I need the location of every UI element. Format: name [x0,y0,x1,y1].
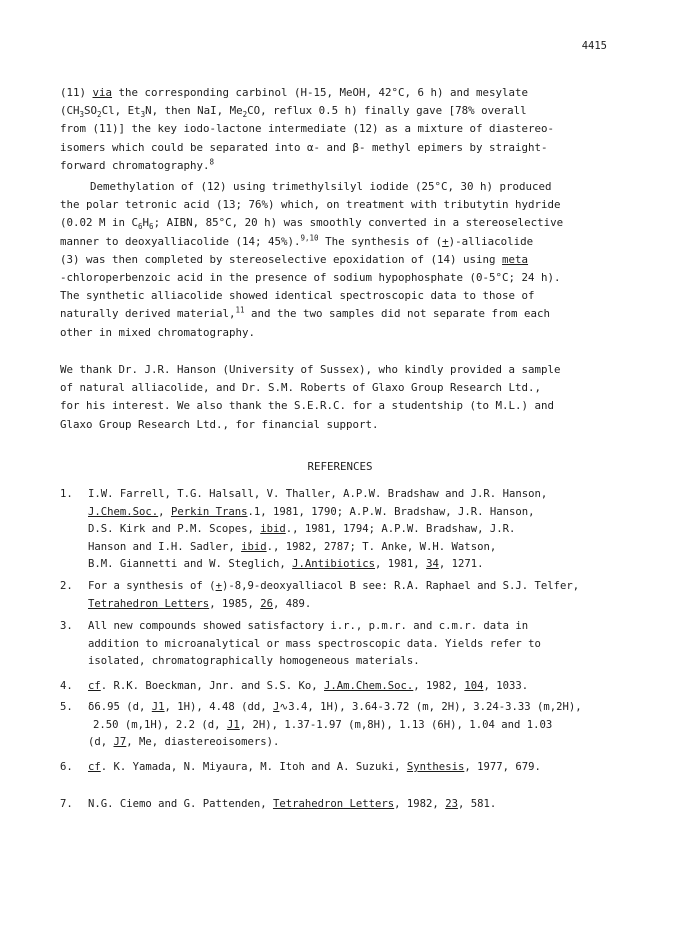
text-run: CO, reflux 0.5 h) finally gave [78% overall [247,104,527,118]
plus-minus-symbol: + [215,580,222,592]
text-run: , 2H), 1.37-1.97 (m,8H), 1.13 (6H), 1.04 and 1.03 [239,718,553,731]
text-line [88,759,541,777]
text-line: All new compounds showed satisfactory i.r., p.m.r. and c.m.r. data in [88,620,529,632]
text-line [60,233,620,251]
text-line: Glaxo Group Research Ltd., for financial support. [60,417,379,431]
italic-term: meta [502,252,529,266]
text-line [60,102,620,120]
text-line [60,305,620,323]
text-run: B.M. Giannetti and W. Steglich, [88,558,293,571]
text-run: N.G. Ciemo and G. Pattenden, [88,798,273,810]
paragraph-demethylation [60,178,620,342]
subscript: 6 [149,222,154,232]
volume-number: 34 [426,558,439,571]
text-line: isomers which could be separated into α- and β- methyl epimers by straight- [60,140,548,154]
journal-name: Synthesis [406,761,465,773]
text-line: addition to microanalytical or mass spectroscopic data. Yields refer to [88,637,541,650]
text-run: , [158,505,171,518]
text-line: the polar tetronic acid (13; 76%) which, on treatment with tributytin hydride [60,198,561,212]
text-run: The synthesis of ( [318,234,443,248]
references-heading: REFERENCES [307,460,373,473]
text-line [88,699,582,717]
journal-name: Perkin Trans [170,505,248,518]
text-run: , 1982, [413,680,465,692]
reference-body [88,578,579,613]
paragraph-acknowledgements [60,361,620,434]
text-line [88,504,547,522]
text-run: N, then NaI, Me [145,104,243,118]
journal-name: Tetrahedron Letters [272,798,395,810]
reference-body [88,699,582,752]
text-run: H [142,216,150,230]
reference-number: 3. [60,620,73,632]
citation-superscript: 8 [209,157,215,167]
subscript: 2 [97,110,102,120]
subscript: 2 [242,110,248,120]
reference-number: 6. [60,761,73,773]
text-line [88,578,579,596]
text-line [88,521,547,539]
paragraph-synthesis-intro [60,84,620,175]
text-run: ; AIBN, 85°C, 20 h) was smoothly converted in a stereoselective [153,216,564,230]
text-run: , 489. [272,597,312,610]
subscript: 3 [79,110,85,120]
text-run: , 581. [457,798,497,810]
text-run: Cl, Et [101,104,141,118]
reference-number: 5. [60,701,73,713]
citation-superscript: 11 [235,305,245,315]
journal-name: J.Chem.Soc. [88,505,159,518]
text-line: Demethylation of (12) using trimethylsilyl iodide (25°C, 30 h) produced [90,180,552,193]
text-run: (11) [60,86,93,99]
subscript: 3 [140,110,146,120]
text-line: other in mixed chromatography. [60,325,256,339]
reference-body [88,486,547,574]
text-line [88,678,528,696]
text-line: -chloroperbenzoic acid in the presence of sodium hypophosphate (0-5°C; 24 h). [60,271,561,285]
text-run: and the two samples did not separate from each [244,307,551,321]
text-line [60,251,620,269]
text-run: δ6.95 (d, [88,701,152,713]
coupling-constant: J7 [113,736,127,749]
text-run: 2.50 (m,1H), 2.2 (d, [93,718,227,731]
text-line [88,596,579,614]
volume-number: 23 [445,798,458,810]
text-run: . K. Yamada, N. Miyaura, M. Itoh and A. Suzuki, [100,761,407,773]
text-run: SO [84,104,98,118]
text-line: The synthetic alliacolide showed identical spectroscopic data to those of [60,289,535,303]
text-run: , 1982, [394,798,446,810]
text-line [88,539,547,557]
text-run: (3) was then completed by stereoselective epoxidation of (14) using [60,252,503,266]
text-run: (CH [60,104,80,118]
journal-name: J.Antibiotics [292,558,376,571]
volume-number: 26 [260,597,273,610]
text-run: naturally derived material, [60,307,236,321]
subscript: 6 [138,222,143,232]
text-line [88,796,496,814]
text-run: , 1981, [375,558,427,571]
text-run: manner to deoxyalliacolide (14; 45%). [60,234,301,248]
text-run: For a synthesis of ( [88,580,216,592]
text-run: D.S. Kirk and P.M. Scopes, [88,523,261,536]
page-number: 4415 [581,40,607,52]
text-run: , 1985, [209,597,261,610]
coupling-constant: J [272,701,280,713]
text-line [60,84,620,102]
text-run: (0.02 M in C [60,216,139,230]
text-run: , Me, diastereoisomers). [126,736,280,749]
reference-number: 7. [60,798,73,810]
text-run: . R.K. Boeckman, Jnr. and S.S. Ko, [100,680,324,692]
reference-number: 4. [60,680,73,692]
text-line: isolated, chromatographically homogeneous materials. [88,655,420,668]
ibid-term: ibid [260,523,286,536]
text-run: , 1977, 679. [464,761,541,773]
italic-term: via [92,86,113,99]
reference-body [88,618,541,671]
text-run: )-alliacolide [448,234,534,248]
text-run: (d, [88,736,114,749]
text-line [60,214,620,232]
text-run: the corresponding carbinol (H-15, MeOH, 42°C, 6 h) and mesylate [112,86,529,99]
text-line [88,734,582,752]
text-run: ., 1982, 2787; T. Anke, W.H. Watson, [266,540,497,553]
text-run: , 1H), 4.48 (dd, [164,701,273,713]
citation-superscript: 9,10 [300,233,319,243]
cf-term: cf [88,761,101,773]
text-line: I.W. Farrell, T.G. Halsall, V. Thaller, A.P.W. Bradshaw and J.R. Hanson, [88,488,548,500]
reference-number: 1. [60,488,73,500]
text-run: )-8,9-deoxyalliacol B see: R.A. Raphael and S.J. Telfer, [221,580,580,592]
text-line: of natural alliacolide, and Dr. S.M. Roberts of Glaxo Group Research Ltd., [60,381,542,395]
journal-name: J.Am.Chem.Soc. [324,680,414,692]
text-line [88,556,547,574]
text-line [88,717,582,735]
reference-number: 2. [60,580,73,592]
text-line: We thank Dr. J.R. Hanson (University of Sussex), who kindly provided a sample [60,363,561,376]
text-line: from (11)] the key iodo-lactone intermediate (12) as a mixture of diastereo- [60,122,555,136]
volume-number: 104 [464,680,484,692]
coupling-constant: J1 [151,701,165,713]
text-run: ., 1981, 1794; A.P.W. Bradshaw, J.R. [285,523,516,536]
reference-body [88,796,496,814]
text-run: , 1271. [438,558,484,571]
text-run: , 1033. [483,680,529,692]
plus-minus-symbol: + [442,234,449,248]
text-run: forward chromatography. [60,158,210,172]
ibid-term: ibid [241,540,267,553]
text-run: ∿3.4, 1H), 3.64-3.72 (m, 2H), 3.24-3.33 (m,2H), [279,701,582,713]
journal-name: Tetrahedron Letters [88,597,210,610]
text-run: .1, 1981, 1790; A.P.W. Bradshaw, J.R. Hanson, [247,505,535,518]
coupling-constant: J1 [226,718,240,731]
reference-body [88,678,528,696]
text-run: Hanson and I.H. Sadler, [88,540,242,553]
reference-body [88,759,541,777]
text-line: for his interest. We also thank the S.E.R.C. for a studentship (to M.L.) and [60,399,555,413]
text-line [60,157,620,175]
cf-term: cf [88,680,101,692]
